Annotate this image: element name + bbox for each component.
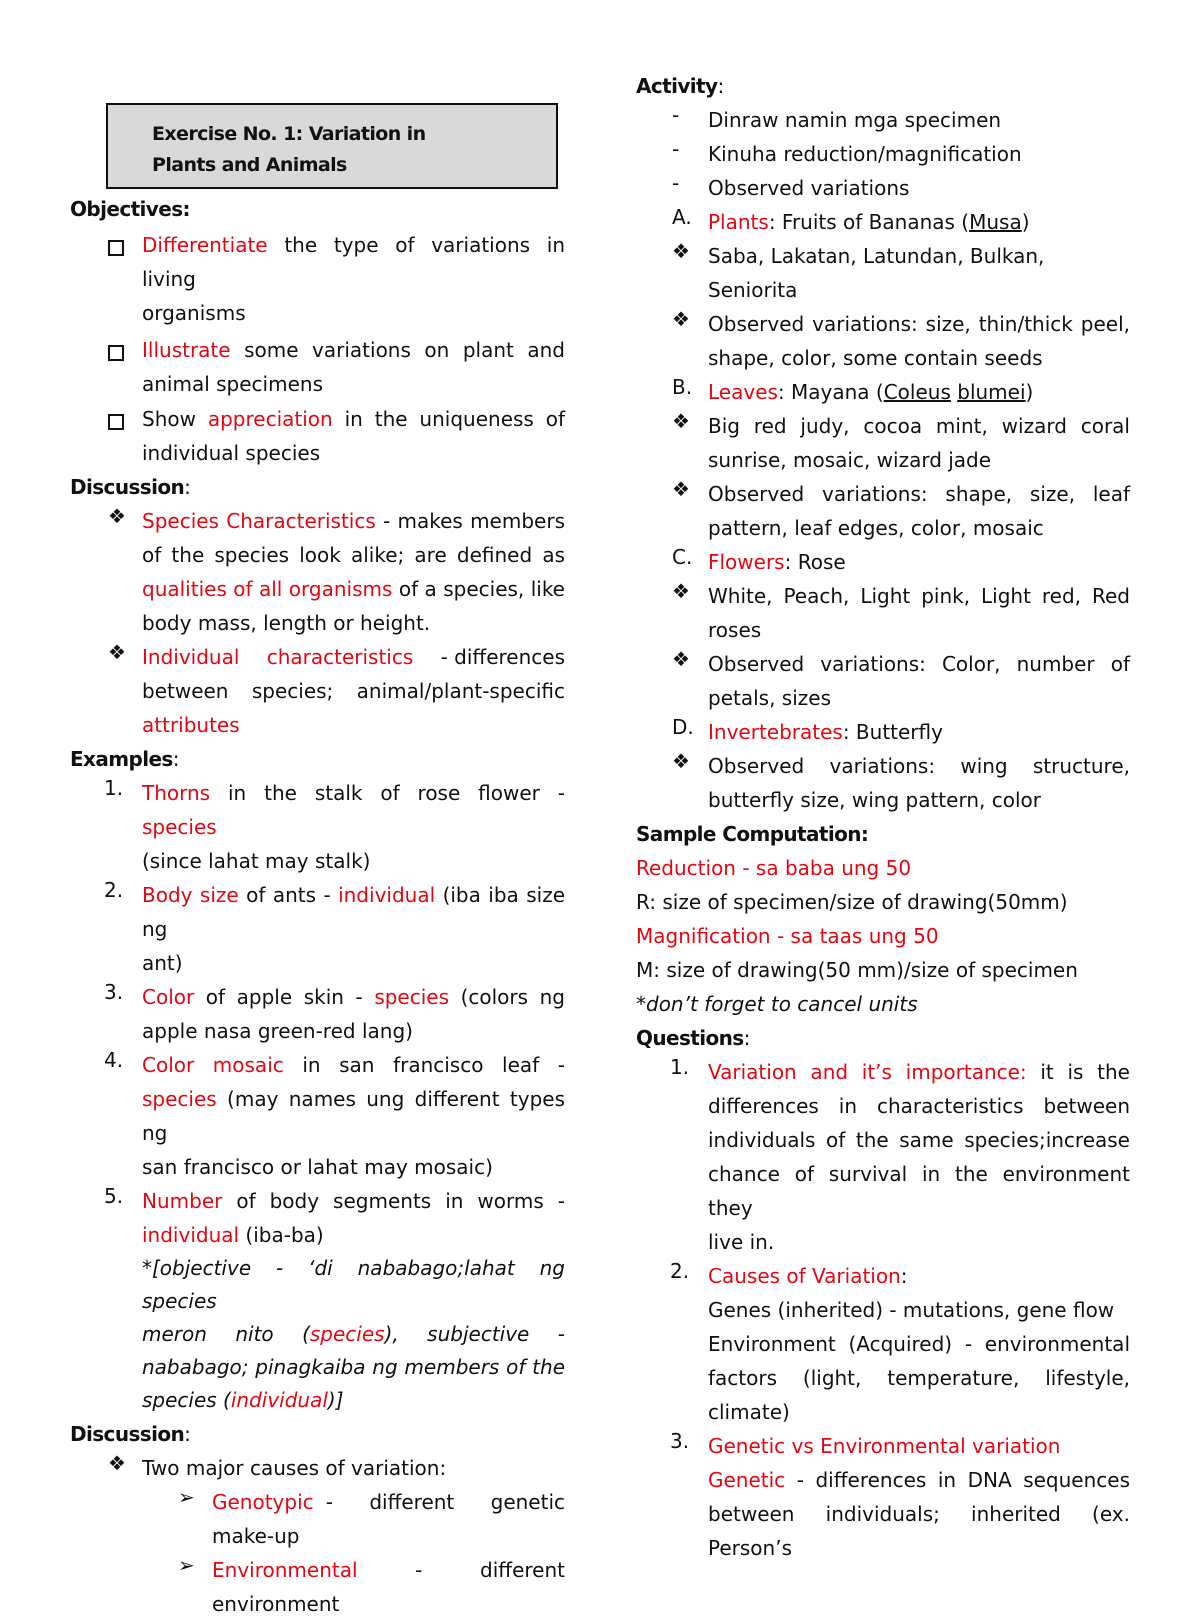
objective-text: Show — [142, 407, 208, 431]
example-item: 1. Thorns in the stalk of rose flower - species (since lahat may stalk) — [104, 776, 565, 873]
diamond-bullet-icon: ❖ — [672, 477, 690, 501]
specimen-bullet: ❖ Observed variations: Color, number of petals, sizes — [672, 647, 1130, 710]
exercise-title-line1: Exercise No. 1: Variation in — [152, 123, 426, 145]
specimen-bullet: ❖ Big red judy, cocoa mint, wizard coral sunrise, mosaic, wizard jade — [672, 409, 1130, 472]
diamond-bullet-icon: ❖ — [672, 307, 690, 331]
discussion-bullet: ❖ Two major causes of variation: — [108, 1451, 447, 1480]
example-item: 2. Body size of ants - individual (iba iba size ng ant) — [104, 878, 566, 975]
specimen-bullet: ❖ Observed variations: wing structure, butterfly size, wing pattern, color — [672, 749, 1130, 812]
sub-bullet: ➢ Genotypic - different genetic make-up — [178, 1485, 565, 1548]
objective-item — [70, 228, 565, 330]
question-item: 3. Genetic vs Environmental variation Genetic - differences in DNA sequences between individuals; inherited (ex. Person’s — [670, 1429, 1130, 1560]
computation-heading: Sample Computation: — [636, 822, 869, 846]
diamond-bullet-icon: ❖ — [672, 749, 690, 773]
arrow-bullet-icon: ➢ — [178, 1553, 195, 1577]
activity-heading: Activity: — [636, 74, 724, 98]
activity-step: - Kinuha reduction/magnification — [672, 137, 1022, 166]
magnification-formula: M: size of drawing(50 mm)/size of specimen — [636, 958, 1078, 982]
arrow-bullet-icon: ➢ — [178, 1485, 195, 1509]
diamond-bullet-icon: ❖ — [672, 409, 690, 433]
activity-step: - Observed variations — [672, 171, 910, 200]
objective-item — [70, 333, 565, 401]
objectives-heading: Objectives: — [70, 197, 190, 221]
specimen-bullet: ❖ Observed variations: shape, size, leaf pattern, leaf edges, color, mosaic — [672, 477, 1130, 540]
objective-text: in the uniqueness of — [332, 407, 565, 431]
objective-text: some variations on plant and — [230, 338, 565, 362]
checkbox-icon — [108, 414, 124, 430]
specimen-bullet: ❖ White, Peach, Light pink, Light red, Red roses — [672, 579, 1130, 642]
diamond-bullet-icon: ❖ — [672, 579, 690, 603]
diamond-bullet-icon: ❖ — [108, 640, 126, 664]
discussion-heading-2: Discussion: — [70, 1422, 191, 1446]
activity-step: - Dinraw namin mga specimen — [672, 103, 1002, 132]
question-item: 1. Variation and it’s importance: it is the differences in characteristics between individuals of the same species;increase chance of survival in the environment they live in. — [670, 1055, 1130, 1254]
left-column — [70, 192, 565, 1621]
specimen-category: C. Flowers: Rose — [672, 545, 846, 574]
discussion-bullet: ❖ Species Characteristics - makes members of the species look alike; are defined as qualities of all organisms of a species, like body mass, length or height. — [108, 504, 565, 635]
diamond-bullet-icon: ❖ — [108, 1451, 126, 1475]
example-item: 4. Color mosaic in san francisco leaf - species (may names ung different types ng san francisco or lahat may mosaic) — [104, 1048, 565, 1179]
objective-text: the type of variations in living — [142, 233, 565, 291]
example-item: 3. Color of apple skin - species (colors ng apple nasa green-red lang) — [104, 980, 565, 1043]
objective-item — [70, 402, 565, 470]
reduction-formula: R: size of specimen/size of drawing(50mm) — [636, 890, 1068, 914]
diamond-bullet-icon: ❖ — [672, 647, 690, 671]
reduction-rule: Reduction - sa baba ung 50 — [636, 856, 912, 880]
exercise-title-line2: Plants and Animals — [152, 154, 347, 176]
objective-text-cont: individual species — [142, 441, 321, 465]
units-note: *don’t forget to cancel units — [636, 992, 918, 1016]
questions-heading: Questions: — [636, 1026, 750, 1050]
specimen-bullet: ❖ Observed variations: size, thin/thick peel, shape, color, some contain seeds — [672, 307, 1130, 370]
example-note: *[objective - ‘di nababago;lahat ng species — [142, 1256, 565, 1313]
discussion-bullet: ❖ Individual characteristics - differences between species; animal/plant-specific attributes — [108, 640, 565, 737]
checkbox-icon — [108, 240, 124, 256]
objective-verb: Differentiate — [142, 233, 268, 257]
exercise-title-box — [106, 103, 558, 189]
examples-heading: Examples: — [70, 747, 179, 771]
objective-verb: Illustrate — [142, 338, 231, 362]
specimen-bullet: ❖ Saba, Lakatan, Latundan, Bulkan, Seniorita — [672, 239, 1045, 302]
term: Species Characteristics — [142, 509, 376, 533]
specimen-category: A. Plants: Fruits of Bananas (Musa) — [672, 205, 1030, 234]
question-item: 2. Causes of Variation: Genes (inherited) - mutations, gene flow Environment (Acquired) - environmental factors (light, temperature, lifestyle, climate) — [670, 1259, 1130, 1424]
specimen-category: D. Invertebrates: Butterfly — [672, 715, 943, 744]
objective-text-cont: animal specimens — [142, 372, 323, 396]
discussion-heading: Discussion: — [70, 475, 191, 499]
checkbox-icon — [108, 345, 124, 361]
magnification-rule: Magnification - sa taas ung 50 — [636, 924, 939, 948]
objective-text-cont: organisms — [142, 301, 246, 325]
diamond-bullet-icon: ❖ — [672, 239, 690, 263]
objective-verb: appreciation — [207, 407, 333, 431]
specimen-category: B. Leaves: Mayana (Coleus blumei) — [672, 375, 1034, 404]
right-column — [636, 69, 1130, 1565]
example-item: 5. Number of body segments in worms - individual (iba-ba) *[objective - ‘di nababago;lahat ng species meron nito (species), subjective - nababago; pinagkaiba ng members of the species (individual)] — [104, 1184, 566, 1412]
sub-bullet: ➢ Environmental - different environment — [178, 1553, 565, 1616]
diamond-bullet-icon: ❖ — [108, 504, 126, 528]
